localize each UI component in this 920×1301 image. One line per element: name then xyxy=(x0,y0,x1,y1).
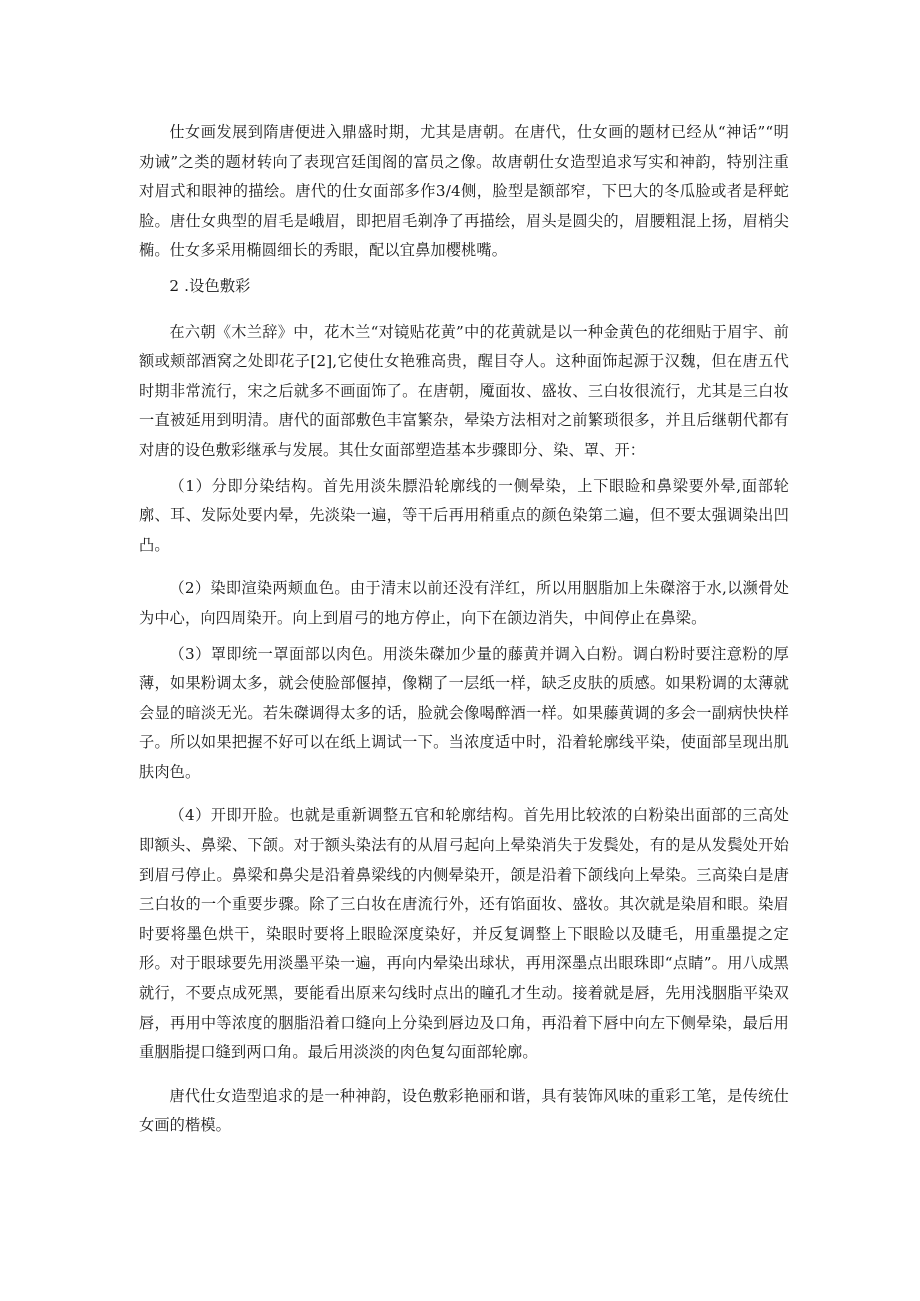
paragraph-huahuang: 在六朝《木兰辞》中，花木兰“对镜贴花黄”中的花黄就是以一种金黄色的花细贴于眉宇、前额或颊部酒窝之处即花子[2],它使仕女艳雅高贵，醒目夺人。这种面饰起源于汉魏，但在唐五代时期非常流行，宋之后就多不画面饰了。在唐朝，魇面妆、盛妆、三白妆很流行，尤其是三白妆一直被延用到明清。唐代的面部敷色丰富繁杂，晕染方法相对之前繁琐很多，并且后继朝代都有对唐的设色敷彩继承与发展。其仕女面部塑造基本步骤即分、染、罩、开： xyxy=(139,322,789,459)
section-heading-coloring: 2 .设色敷彩 xyxy=(169,276,251,295)
paragraph-step-2: （2）染即渲染两颊血色。由于清末以前还没有洋红，所以用胭脂加上朱磔溶于水,以濒骨处为中心，向四周染开。向上到眉弓的地方停止，向下在颌边消失，中间停止在鼻梁。 xyxy=(139,579,789,627)
paragraph-step-4: （4）开即开脸。也就是重新调整五官和轮廓结构。首先用比较浓的白粉染出面部的三高处即额头、鼻梁、下颌。对于额头染法有的从眉弓起向上晕染消失于发鬓处，有的是从发鬓处开始到眉弓停止。鼻梁和鼻尖是沿着鼻梁线的内侧晕染开，颌是沿着下颌线向上晕染。三高染白是唐三白妆的一个重要步骤。除了三白妆在唐流行外，还有馅面妆、盛妆。其次就是染眉和眼。染眉时要将墨色烘干，染眼时要将上眼睑深度染好，并反复调整上下眼睑以及睫毛，用重墨提之定形。对于眼球要先用淡墨平染一遍，再向内晕染出球状，再用深墨点出眼珠即“点睛”。用八成黑就行，不要点成死黑，要能看出原来勾线时点出的瞳孔才生动。接着就是唇，先用浅胭脂平染双唇，再用中等浓度的胭脂沿着口缝向上分染到唇边及口角，再沿着下唇中向左下侧晕染，最后用重胭脂提口缝到两口角。最后用淡淡的肉色复勾面部轮廓。 xyxy=(139,806,789,1062)
paragraph-tang-portraits: 仕女画发展到隋唐便进入鼎盛时期，尤其是唐朝。在唐代，仕女画的题材已经从“神话”“明劝诫”之类的题材转向了表现宫廷闺阁的富员之像。故唐朝仕女造型追求写实和神韵，特别注重对眉式和眼神的描绘。唐代的仕女面部多作3/4侧，脸型是额部窄，下巴大的冬瓜脸或者是秤蛇脸。唐仕女典型的眉毛是峨眉，即把眉毛剃净了再描绘，眉头是圆尖的，眉腰粗混上扬，眉梢尖椭。仕女多采用椭圆细长的秀眼，配以宜鼻加樱桃嘴。 xyxy=(139,123,789,260)
paragraph-conclusion: 唐代仕女造型追求的是一种神韵，设色敷彩艳丽和谐，具有装饰风味的重彩工笔，是传统仕女画的楷模。 xyxy=(139,1086,789,1135)
paragraph-step-1: （1）分即分染结构。首先用淡朱膘沿轮廓线的一侧晕染，上下眼睑和鼻梁要外晕,面部轮廓、耳、发际处要内晕，先淡染一遍，等干后再用稍重点的颜色染第二遍，但不要太强调染出凹凸。 xyxy=(139,476,789,554)
document-page xyxy=(139,118,789,1141)
paragraph-step-3: （3）罩即统一罩面部以肉色。用淡朱磔加少量的藤黄并调入白粉。调白粉时要注意粉的厚薄，如果粉调太多，就会使脸部偃掉，像糊了一层纸一样，缺乏皮肤的质感。如果粉调的太薄就会显的暗淡无光。若朱磔调得太多的话，脸就会像喝醉酒一样。如果藤黄调的多会一副病快快样子。所以如果把握不好可以在纸上调试一下。当浓度适中时，沿着轮廓线平染，使面部呈现出肌肤肉色。 xyxy=(139,644,789,781)
